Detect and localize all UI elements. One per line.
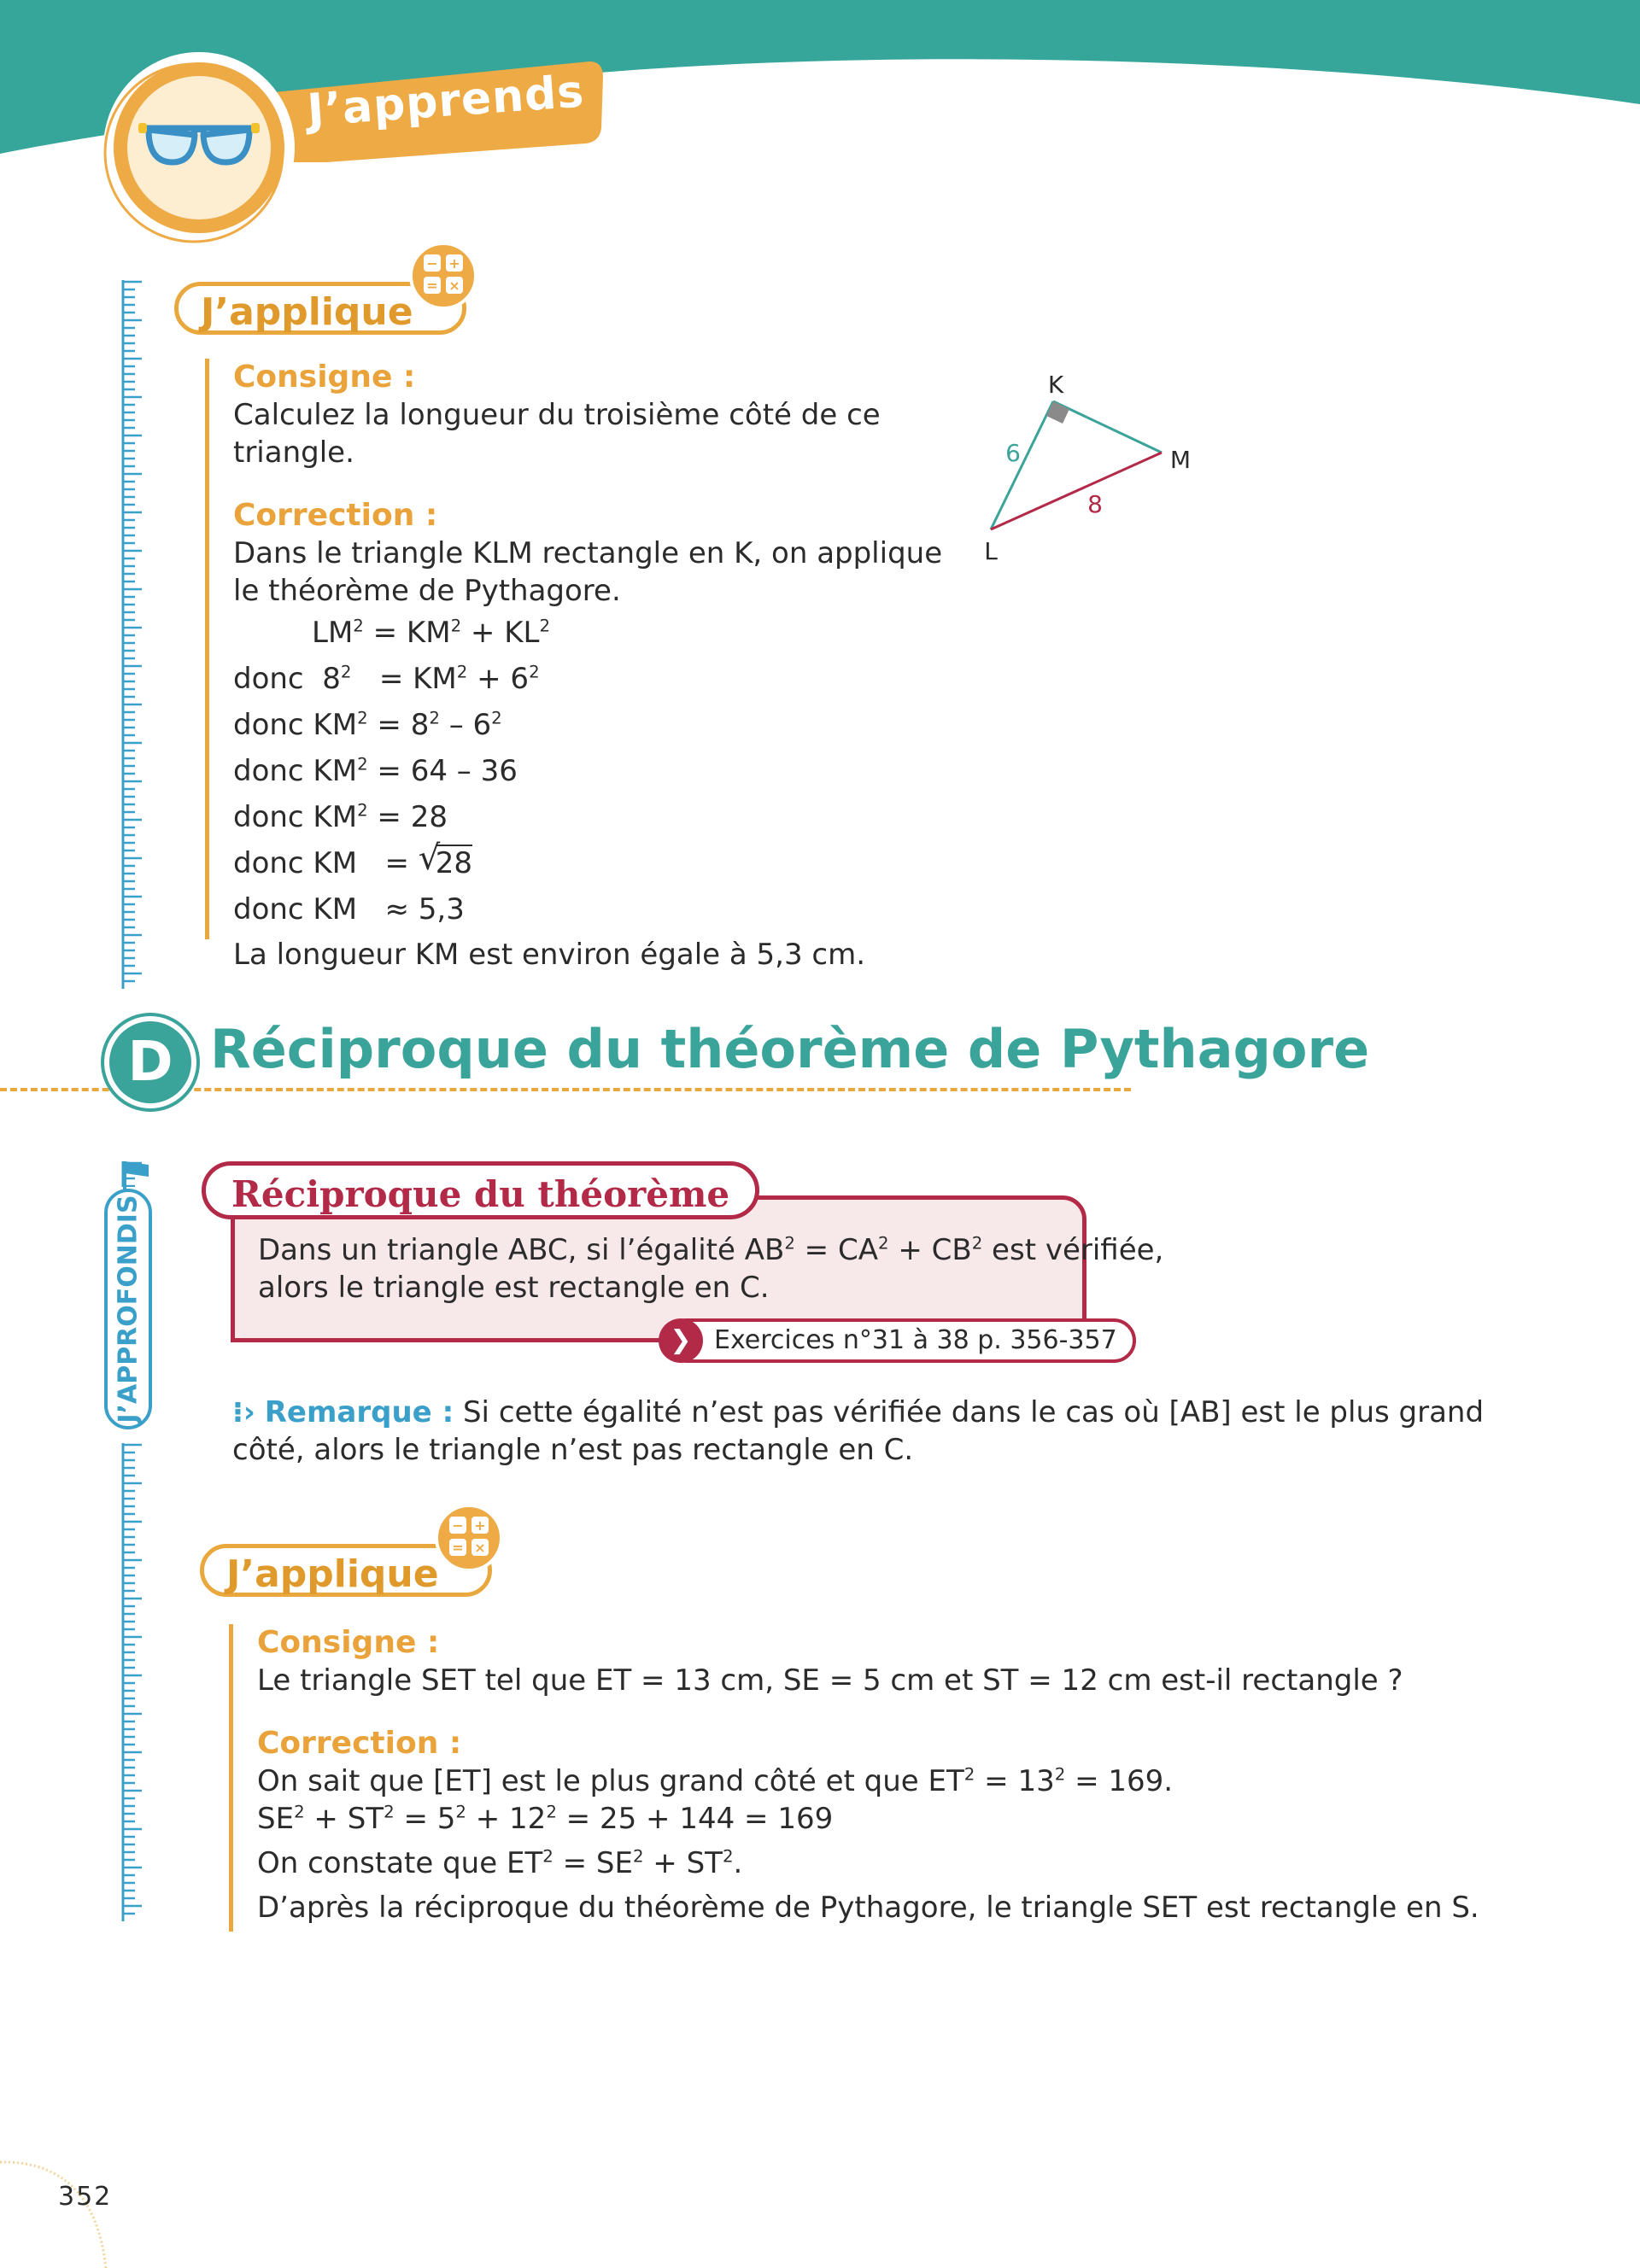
svg-text:=: = bbox=[452, 1540, 464, 1556]
japplique-badge: J’applique bbox=[174, 282, 466, 335]
exercise1-block bbox=[205, 359, 974, 972]
correction-line: On constate que $ET^2 = SE^2 + ST^2$. bbox=[257, 1846, 743, 1880]
consigne-label: Consigne : bbox=[257, 1625, 440, 1660]
triangle-klm-figure bbox=[957, 359, 1213, 581]
correction-line: On sait que [ET] est le plus grand côté et que $ET^2 = 13^2 = 169$. bbox=[257, 1764, 1174, 1798]
svg-text:=: = bbox=[426, 278, 438, 294]
japprofondis-label: J’APPROFONDIS bbox=[113, 1195, 144, 1423]
remark-text: ⁝› Remarque : Si cette égalité n’est pas vérifiée dans le cas où [AB] est le plus grand côté, alors le triangle n’est pas rectangle en C. bbox=[232, 1395, 1485, 1467]
exercise2-block bbox=[229, 1624, 1527, 1932]
correction-label: Correction : bbox=[257, 1726, 462, 1761]
vertex-m-label: M bbox=[1169, 446, 1192, 474]
square-root: √ 28 bbox=[418, 839, 473, 880]
equation-line: donc $8^2 = KM^2 + 6^2$ bbox=[233, 662, 540, 696]
exercises-reference: Exercices n°31 à 38 p. 356-357 bbox=[665, 1318, 1136, 1363]
remark-label: Remarque : bbox=[264, 1395, 454, 1429]
vertex-k-label: K bbox=[1047, 371, 1064, 399]
consigne-text: Le triangle SET tel que ET = 13 cm, SE = 5 cm et ST = 12 cm est-il rectangle ? bbox=[257, 1663, 1403, 1698]
equation-line: donc KM ≈ 5,3 bbox=[233, 892, 465, 926]
correction-line: le théorème de Pythagore. bbox=[233, 574, 621, 608]
dotted-arrow-icon: ⁝› bbox=[232, 1395, 255, 1429]
chevron-right-icon: ❯ bbox=[659, 1318, 703, 1363]
correction-line: D’après la réciproque du théorème de Pythagore, le triangle SET est rectangle en S. bbox=[257, 1891, 1479, 1925]
japplique-badge: J’applique bbox=[200, 1544, 492, 1597]
ruler-strip bbox=[121, 1443, 144, 1921]
side-lm-label: 8 bbox=[1087, 490, 1103, 518]
equation-line: donc $KM^2 = 64 - 36$ bbox=[233, 754, 518, 788]
svg-text:−: − bbox=[452, 1517, 464, 1534]
glasses-icon bbox=[101, 50, 297, 246]
svg-text:+: + bbox=[448, 255, 460, 272]
correction-line: $SE^2 + ST^2 = 5^2 + 12^2 = 25 + 144 = 169$ bbox=[257, 1802, 834, 1836]
banner-title: J’apprends bbox=[305, 66, 587, 137]
consigne-text: Calculez la longueur du troisième côté de ce triangle. bbox=[233, 398, 881, 470]
equation-line: donc KM = √ 28 bbox=[233, 840, 974, 886]
svg-text:×: × bbox=[474, 1540, 486, 1556]
page-number: 352 bbox=[58, 2182, 113, 2212]
svg-text:+: + bbox=[474, 1517, 486, 1534]
vertex-l-label: L bbox=[984, 537, 998, 565]
correction-line: Dans le triangle KLM rectangle en K, on applique bbox=[233, 536, 943, 570]
side-kl-label: 6 bbox=[1005, 439, 1021, 467]
svg-text:×: × bbox=[448, 278, 460, 294]
calculator-icon bbox=[434, 1503, 504, 1573]
equation-line: donc $KM^2 = 28$ bbox=[233, 800, 448, 834]
svg-text:−: − bbox=[426, 255, 438, 272]
section-title: Réciproque du théorème de Pythagore bbox=[210, 1018, 1370, 1080]
calculator-icon bbox=[408, 241, 478, 311]
ruler-strip bbox=[121, 280, 144, 989]
theorem-statement: Dans un triangle ABC, si l’égalité $AB^2 = CA^2 + CB^2$ est vérifiée, alors le triangle est rectangle en C. bbox=[258, 1233, 1164, 1305]
flag-icon bbox=[118, 1158, 152, 1192]
consigne-label: Consigne : bbox=[233, 359, 416, 395]
equation-line: $LM^2 = KM^2 + KL^2$ bbox=[312, 616, 550, 650]
theorem-title: Réciproque du théorème bbox=[202, 1161, 759, 1219]
conclusion-text: La longueur KM est environ égale à 5,3 cm. bbox=[233, 938, 866, 972]
section-letter: D bbox=[109, 1021, 191, 1103]
correction-label: Correction : bbox=[233, 498, 438, 533]
equation-line: donc $KM^2 = 8^2 - 6^2$ bbox=[233, 708, 502, 742]
